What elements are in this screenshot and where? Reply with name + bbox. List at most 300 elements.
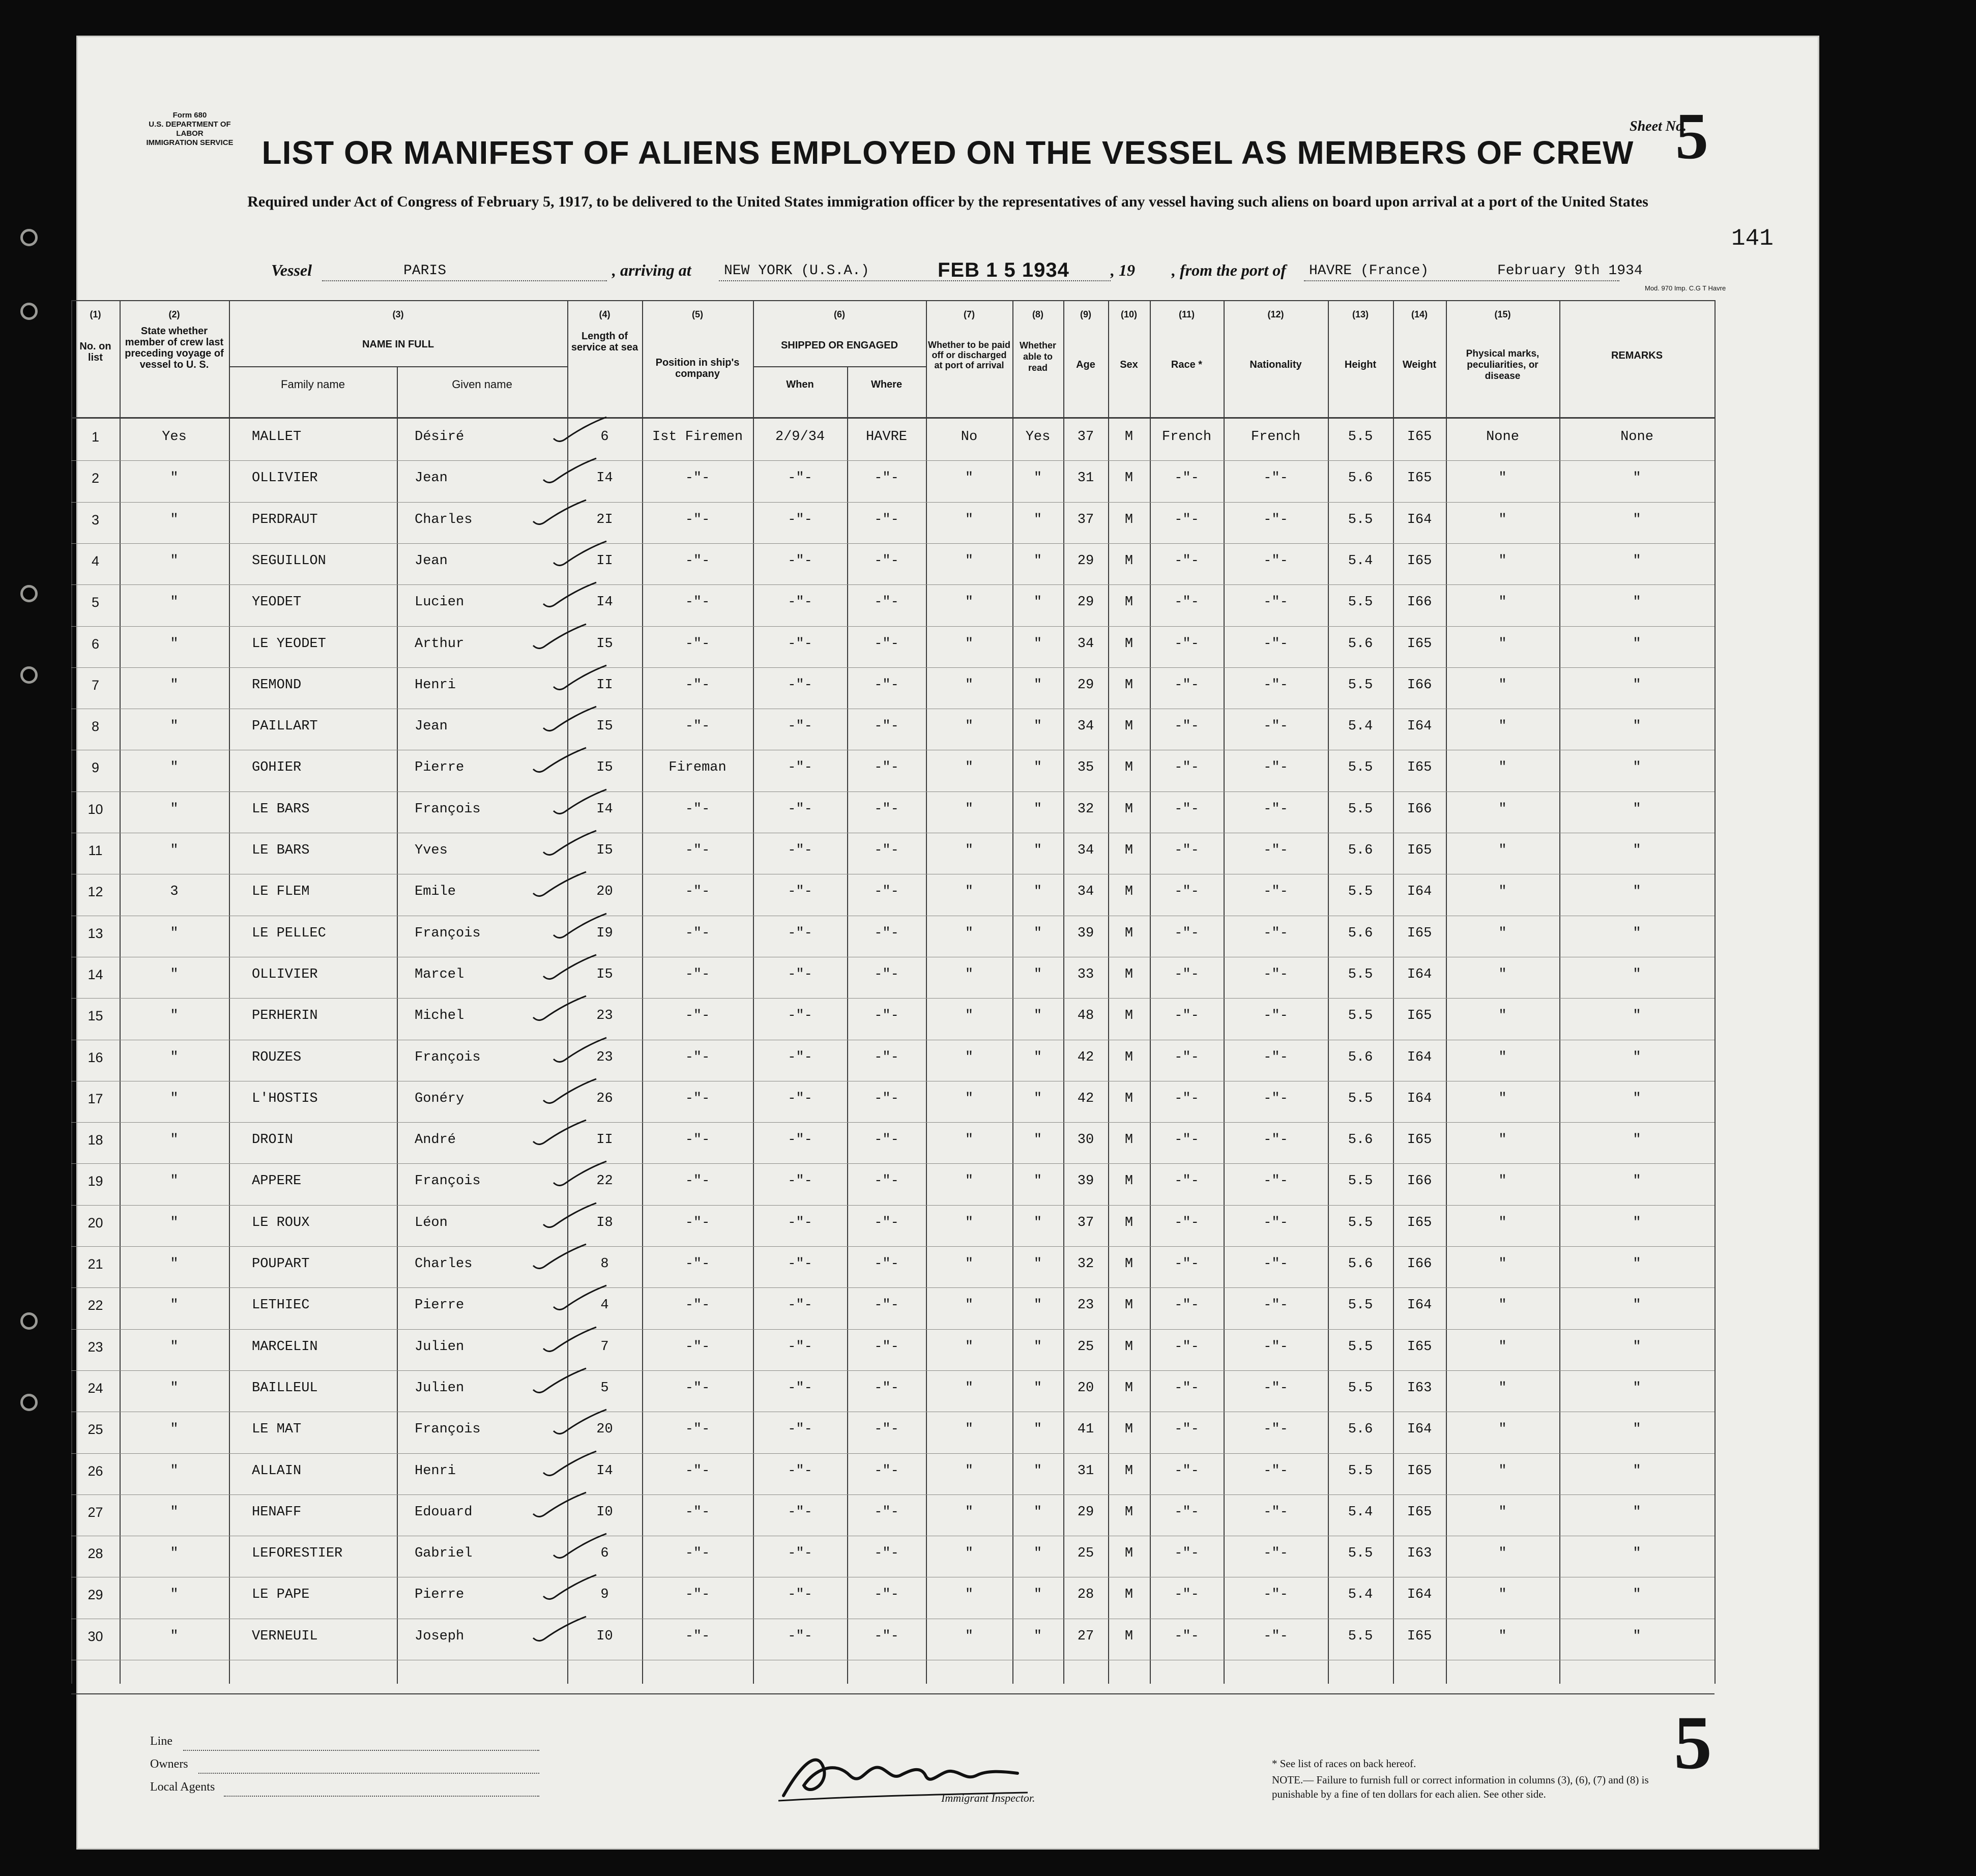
cell-read: " — [1033, 512, 1042, 527]
cell-age: 25 — [1077, 1339, 1094, 1355]
header-paid-off: Whether to be paid off or discharged at port of arrival — [928, 340, 1010, 370]
cell-marks: " — [1498, 719, 1507, 735]
cell-state: " — [170, 760, 179, 776]
cell-family: PERHERIN — [252, 1008, 318, 1024]
cell-position: -"- — [685, 1132, 710, 1148]
column-number: (12) — [1267, 309, 1284, 319]
cell-remarks: " — [1633, 1215, 1641, 1230]
cell-family: LE BARS — [252, 843, 310, 858]
cell-race: -"- — [1174, 884, 1199, 900]
column-number: (1) — [90, 309, 101, 319]
check-mark-icon — [549, 1283, 611, 1314]
cell-age: 32 — [1077, 801, 1094, 817]
cell-family: LE FLEM — [252, 884, 310, 900]
cell-when: -"- — [788, 1215, 812, 1230]
header-length-of-service: Length of service at sea — [571, 331, 638, 353]
cell-age: 34 — [1077, 636, 1094, 652]
cell-position: -"- — [685, 1628, 710, 1644]
cell-age: 29 — [1077, 1504, 1094, 1520]
cell-read: " — [1033, 677, 1042, 693]
cell-no: 1 — [91, 429, 100, 445]
cell-weight: I65 — [1407, 471, 1432, 486]
cell-state: " — [170, 925, 179, 941]
cell-height: 5.5 — [1348, 1628, 1373, 1644]
column-number: (15) — [1494, 309, 1511, 319]
header-family-name: Family name — [281, 378, 345, 391]
cell-family: MALLET — [252, 429, 302, 445]
header-bottom-rule — [71, 417, 1715, 419]
cell-paid: " — [965, 719, 974, 735]
cell-read: " — [1033, 1008, 1042, 1024]
cell-given: François — [415, 1049, 481, 1065]
cell-paid: " — [965, 966, 974, 982]
cell-marks: None — [1486, 429, 1519, 445]
cell-no: 13 — [88, 925, 103, 941]
cell-weight: I64 — [1407, 1049, 1432, 1065]
cell-race: -"- — [1174, 677, 1199, 693]
cell-race: -"- — [1174, 760, 1199, 776]
cell-when: -"- — [788, 512, 812, 527]
cell-paid: " — [965, 471, 974, 486]
cell-nat: -"- — [1263, 1546, 1288, 1562]
cell-age: 39 — [1077, 925, 1094, 941]
header-state-last-voyage: State whether member of crew last preceding voyage of vessel to U. S. — [125, 326, 224, 370]
cell-family: VERNEUIL — [252, 1628, 318, 1644]
cell-state: " — [170, 1298, 179, 1313]
check-mark-icon — [539, 1077, 600, 1107]
cell-position: -"- — [685, 1587, 710, 1603]
cell-age: 29 — [1077, 553, 1094, 569]
binder-ring — [20, 229, 38, 246]
cell-race: -"- — [1174, 636, 1199, 652]
cell-sex: M — [1124, 843, 1134, 858]
cell-marks: " — [1498, 1339, 1507, 1355]
cell-paid: " — [965, 512, 974, 527]
cell-read: " — [1033, 636, 1042, 652]
cell-height: 5.5 — [1348, 512, 1373, 527]
cell-state: " — [170, 471, 179, 486]
stamped-number: 141 — [1731, 225, 1774, 252]
cell-nat: -"- — [1263, 677, 1288, 693]
cell-no: 4 — [91, 553, 100, 569]
cell-age: 37 — [1077, 429, 1094, 445]
cell-when: -"- — [788, 1132, 812, 1148]
cell-length: I8 — [596, 1215, 613, 1230]
cell-given: Joseph — [415, 1628, 464, 1644]
cell-read: " — [1033, 1546, 1042, 1562]
cell-given: Julien — [415, 1380, 464, 1396]
cell-paid: " — [965, 1628, 974, 1644]
cell-sex: M — [1124, 1504, 1134, 1520]
cell-state: " — [170, 1546, 179, 1562]
check-mark-icon — [549, 912, 611, 942]
cell-state: " — [170, 553, 179, 569]
cell-marks: " — [1498, 1587, 1507, 1603]
cell-height: 5.5 — [1348, 1339, 1373, 1355]
cell-given: Jean — [415, 471, 448, 486]
check-mark-icon — [539, 705, 600, 735]
cell-race: -"- — [1174, 1049, 1199, 1065]
cell-given: Emile — [415, 884, 456, 900]
cell-when: -"- — [788, 636, 812, 652]
header-nationality: Nationality — [1249, 359, 1302, 370]
cell-family: LE PELLEC — [252, 925, 326, 941]
cell-state: " — [170, 801, 179, 817]
departure-date: February 9th 1934 — [1497, 263, 1643, 279]
header-height: Height — [1344, 359, 1377, 370]
cell-family: LE YEODET — [252, 636, 326, 652]
binder-ring — [20, 1312, 38, 1330]
column-rule — [1715, 300, 1716, 1684]
cell-position: -"- — [685, 966, 710, 982]
cell-remarks: " — [1633, 677, 1641, 693]
cell-where: -"- — [874, 719, 899, 735]
cell-weight: I65 — [1407, 553, 1432, 569]
cell-where: -"- — [874, 595, 899, 610]
cell-where: -"- — [874, 843, 899, 858]
cell-length: 4 — [600, 1298, 609, 1313]
cell-when: -"- — [788, 1422, 812, 1438]
cell-no: 9 — [91, 760, 100, 776]
cell-weight: I65 — [1407, 1463, 1432, 1479]
cell-where: -"- — [874, 1215, 899, 1230]
binder-ring — [20, 585, 38, 602]
cell-given: Charles — [415, 1256, 473, 1272]
cell-state: " — [170, 677, 179, 693]
check-mark-icon — [549, 1408, 611, 1438]
header-able-to-read: Whether able to read — [1020, 340, 1056, 373]
cell-read: " — [1033, 1504, 1042, 1520]
binder-ring — [20, 303, 38, 320]
row-rule — [71, 998, 1715, 999]
cell-age: 37 — [1077, 512, 1094, 527]
cell-where: -"- — [874, 1049, 899, 1065]
cell-height: 5.6 — [1348, 1256, 1373, 1272]
cell-nat: -"- — [1263, 1008, 1288, 1024]
cell-sex: M — [1124, 1380, 1134, 1396]
cell-given: Désiré — [415, 429, 464, 445]
cell-no: 5 — [91, 595, 100, 610]
cell-height: 5.6 — [1348, 1049, 1373, 1065]
cell-remarks: " — [1633, 1256, 1641, 1272]
cell-no: 22 — [88, 1298, 103, 1313]
cell-marks: " — [1498, 843, 1507, 858]
cell-age: 39 — [1077, 1174, 1094, 1189]
cell-family: LE BARS — [252, 801, 310, 817]
cell-state: " — [170, 1380, 179, 1396]
cell-position: Ist Firemen — [652, 429, 743, 445]
cell-position: -"- — [685, 801, 710, 817]
column-number: (7) — [964, 309, 975, 319]
header-sex: Sex — [1120, 359, 1138, 370]
cell-sex: M — [1124, 1298, 1134, 1313]
cell-where: -"- — [874, 1546, 899, 1562]
cell-given: Pierre — [415, 760, 464, 776]
cell-when: 2/9/34 — [775, 429, 825, 445]
cell-nat: French — [1251, 429, 1301, 445]
cell-weight: I65 — [1407, 925, 1432, 941]
cell-state: " — [170, 1587, 179, 1603]
cell-family: ROUZES — [252, 1049, 302, 1065]
cell-position: -"- — [685, 1174, 710, 1189]
cell-length: II — [596, 677, 613, 693]
cell-race: -"- — [1174, 801, 1199, 817]
cell-no: 26 — [88, 1463, 103, 1479]
cell-when: -"- — [788, 1504, 812, 1520]
cell-family: OLLIVIER — [252, 471, 318, 486]
cell-when: -"- — [788, 1298, 812, 1313]
cell-marks: " — [1498, 884, 1507, 900]
check-mark-icon — [549, 787, 611, 818]
cell-weight: I66 — [1407, 801, 1432, 817]
cell-remarks: " — [1633, 1380, 1641, 1396]
cell-height: 5.4 — [1348, 553, 1373, 569]
cell-weight: I64 — [1407, 512, 1432, 527]
cell-when: -"- — [788, 1049, 812, 1065]
cell-height: 5.5 — [1348, 760, 1373, 776]
cell-read: " — [1033, 1628, 1042, 1644]
cell-family: POUPART — [252, 1256, 310, 1272]
cell-weight: I65 — [1407, 1008, 1432, 1024]
cell-nat: -"- — [1263, 719, 1288, 735]
cell-where: -"- — [874, 1339, 899, 1355]
header-shipped-or-engaged: SHIPPED OR ENGAGED — [780, 340, 898, 351]
cell-height: 5.5 — [1348, 1174, 1373, 1189]
crew-table — [76, 265, 1816, 1684]
cell-height: 5.5 — [1348, 1546, 1373, 1562]
cell-when: -"- — [788, 1628, 812, 1644]
cell-no: 3 — [91, 512, 100, 527]
cell-height: 5.5 — [1348, 1463, 1373, 1479]
cell-weight: I64 — [1407, 884, 1432, 900]
column-number: (6) — [834, 309, 845, 319]
cell-race: -"- — [1174, 1380, 1199, 1396]
footer-agents-label: Local Agents — [150, 1780, 215, 1794]
cell-length: I5 — [596, 636, 613, 652]
departure-port: HAVRE (France) — [1309, 263, 1429, 279]
cell-family: BAILLEUL — [252, 1380, 318, 1396]
header-remarks: REMARKS — [1611, 350, 1663, 361]
cell-marks: " — [1498, 1422, 1507, 1438]
cell-height: 5.5 — [1348, 1008, 1373, 1024]
cell-height: 5.5 — [1348, 429, 1373, 445]
cell-family: ALLAIN — [252, 1463, 302, 1479]
cell-remarks: " — [1633, 1463, 1641, 1479]
cell-race: -"- — [1174, 1008, 1199, 1024]
cell-read: " — [1033, 1587, 1042, 1603]
cell-age: 30 — [1077, 1132, 1094, 1148]
header-where: Where — [870, 379, 903, 390]
cell-nat: -"- — [1263, 1091, 1288, 1106]
cell-position: -"- — [685, 512, 710, 527]
cell-where: -"- — [874, 636, 899, 652]
cell-given: Henri — [415, 1463, 456, 1479]
check-mark-icon — [549, 1532, 611, 1562]
cell-race: -"- — [1174, 1546, 1199, 1562]
cell-state: " — [170, 636, 179, 652]
cell-sex: M — [1124, 1215, 1134, 1230]
cell-length: I4 — [596, 1463, 613, 1479]
cell-read: " — [1033, 1339, 1042, 1355]
column-number: (5) — [692, 309, 703, 319]
cell-family: APPERE — [252, 1174, 302, 1189]
arriving-label: , arriving at — [612, 261, 691, 279]
row-rule — [71, 1246, 1715, 1247]
cell-position: -"- — [685, 595, 710, 610]
row-rule — [71, 543, 1715, 544]
check-mark-icon — [529, 1366, 590, 1397]
cell-length: II — [596, 1132, 613, 1148]
cell-race: -"- — [1174, 595, 1199, 610]
cell-no: 24 — [88, 1380, 103, 1396]
cell-length: 23 — [596, 1008, 613, 1024]
cell-given: Pierre — [415, 1587, 464, 1603]
cell-paid: " — [965, 1256, 974, 1272]
cell-marks: " — [1498, 1132, 1507, 1148]
cell-paid: No — [961, 429, 978, 445]
cell-position: -"- — [685, 1008, 710, 1024]
cell-family: HENAFF — [252, 1504, 302, 1520]
cell-given: Jean — [415, 719, 448, 735]
cell-age: 29 — [1077, 677, 1094, 693]
cell-weight: I65 — [1407, 843, 1432, 858]
cell-height: 5.4 — [1348, 1587, 1373, 1603]
cell-no: 25 — [88, 1422, 103, 1438]
cell-paid: " — [965, 1422, 974, 1438]
cell-marks: " — [1498, 677, 1507, 693]
cell-given: Gonéry — [415, 1091, 464, 1106]
cell-position: -"- — [685, 1339, 710, 1355]
cell-remarks: " — [1633, 884, 1641, 900]
cell-where: -"- — [874, 801, 899, 817]
cell-sex: M — [1124, 553, 1134, 569]
cell-given: Pierre — [415, 1298, 464, 1313]
cell-remarks: " — [1633, 1422, 1641, 1438]
column-number: (9) — [1080, 309, 1091, 319]
cell-given: Arthur — [415, 636, 464, 652]
races-note: * See list of races on back hereof. — [1272, 1757, 1416, 1770]
cell-age: 42 — [1077, 1091, 1094, 1106]
cell-read: " — [1033, 1132, 1042, 1148]
cell-sex: M — [1124, 1463, 1134, 1479]
page-subtitle: Required under Act of Congress of February 5, 1917, to be delivered to the United States immigration officer by the representatives of any vessel having such aliens on board upon arrival at a port of the United States — [247, 193, 1648, 210]
cell-where: -"- — [874, 471, 899, 486]
owners-field — [198, 1773, 539, 1774]
cell-age: 31 — [1077, 1463, 1094, 1479]
row-rule — [71, 1370, 1715, 1371]
vessel-name: PARIS — [403, 263, 447, 279]
cell-read: " — [1033, 471, 1042, 486]
cell-read: " — [1033, 1422, 1042, 1438]
cell-read: " — [1033, 1256, 1042, 1272]
header-physical-marks: Physical marks, peculiarities, or disease — [1466, 348, 1539, 382]
cell-height: 5.6 — [1348, 1422, 1373, 1438]
cell-read: " — [1033, 760, 1042, 776]
cell-weight: I63 — [1407, 1546, 1432, 1562]
cell-no: 30 — [88, 1628, 103, 1644]
row-rule — [71, 1287, 1715, 1288]
cell-where: -"- — [874, 1504, 899, 1520]
cell-paid: " — [965, 1546, 974, 1562]
column-rule — [397, 300, 398, 1684]
cell-height: 5.6 — [1348, 636, 1373, 652]
cell-race: -"- — [1174, 1587, 1199, 1603]
cell-state: " — [170, 1174, 179, 1189]
cell-given: François — [415, 1174, 481, 1189]
cell-when: -"- — [788, 719, 812, 735]
cell-weight: I65 — [1407, 636, 1432, 652]
check-mark-icon — [539, 1573, 600, 1603]
cell-when: -"- — [788, 1008, 812, 1024]
cell-weight: I63 — [1407, 1380, 1432, 1396]
cell-position: Fireman — [669, 760, 727, 776]
header-when: When — [786, 379, 814, 390]
row-rule — [71, 1163, 1715, 1164]
cell-paid: " — [965, 843, 974, 858]
cell-length: I4 — [596, 595, 613, 610]
cell-sex: M — [1124, 636, 1134, 652]
cell-race: -"- — [1174, 1298, 1199, 1313]
cell-length: 7 — [600, 1339, 609, 1355]
cell-nat: -"- — [1263, 1132, 1288, 1148]
cell-remarks: " — [1633, 760, 1641, 776]
cell-weight: I65 — [1407, 760, 1432, 776]
cell-given: Marcel — [415, 966, 464, 982]
cell-marks: " — [1498, 1298, 1507, 1313]
cell-when: -"- — [788, 677, 812, 693]
cell-sex: M — [1124, 925, 1134, 941]
check-mark-icon — [539, 580, 600, 611]
cell-paid: " — [965, 595, 974, 610]
cell-no: 15 — [88, 1008, 103, 1024]
cell-read: " — [1033, 719, 1042, 735]
cell-when: -"- — [788, 471, 812, 486]
cell-given: François — [415, 1422, 481, 1438]
cell-race: -"- — [1174, 1504, 1199, 1520]
cell-length: I0 — [596, 1504, 613, 1520]
cell-state: Yes — [162, 429, 187, 445]
check-mark-icon — [539, 953, 600, 983]
cell-length: 6 — [600, 429, 609, 445]
cell-position: -"- — [685, 677, 710, 693]
cell-state: " — [170, 1422, 179, 1438]
cell-sex: M — [1124, 1628, 1134, 1644]
cell-family: OLLIVIER — [252, 966, 318, 982]
cell-position: -"- — [685, 719, 710, 735]
cell-paid: " — [965, 1049, 974, 1065]
cell-remarks: " — [1633, 1091, 1641, 1106]
cell-given: Jean — [415, 553, 448, 569]
check-mark-icon — [529, 1242, 590, 1273]
cell-marks: " — [1498, 801, 1507, 817]
column-number: (14) — [1411, 309, 1428, 319]
cell-no: 6 — [91, 636, 100, 652]
cell-state: " — [170, 1215, 179, 1230]
cell-race: -"- — [1174, 1174, 1199, 1189]
cell-weight: I65 — [1407, 1504, 1432, 1520]
cell-where: -"- — [874, 1422, 899, 1438]
inspector-label: Immigrant Inspector. — [941, 1792, 1035, 1804]
cell-remarks: " — [1633, 1587, 1641, 1603]
cell-sex: M — [1124, 801, 1134, 817]
cell-family: PAILLART — [252, 719, 318, 735]
cell-height: 5.6 — [1348, 471, 1373, 486]
cell-height: 5.6 — [1348, 925, 1373, 941]
cell-position: -"- — [685, 1049, 710, 1065]
header-position: Position in ship's company — [655, 357, 740, 379]
binder-ring — [20, 1394, 38, 1411]
cell-paid: " — [965, 553, 974, 569]
